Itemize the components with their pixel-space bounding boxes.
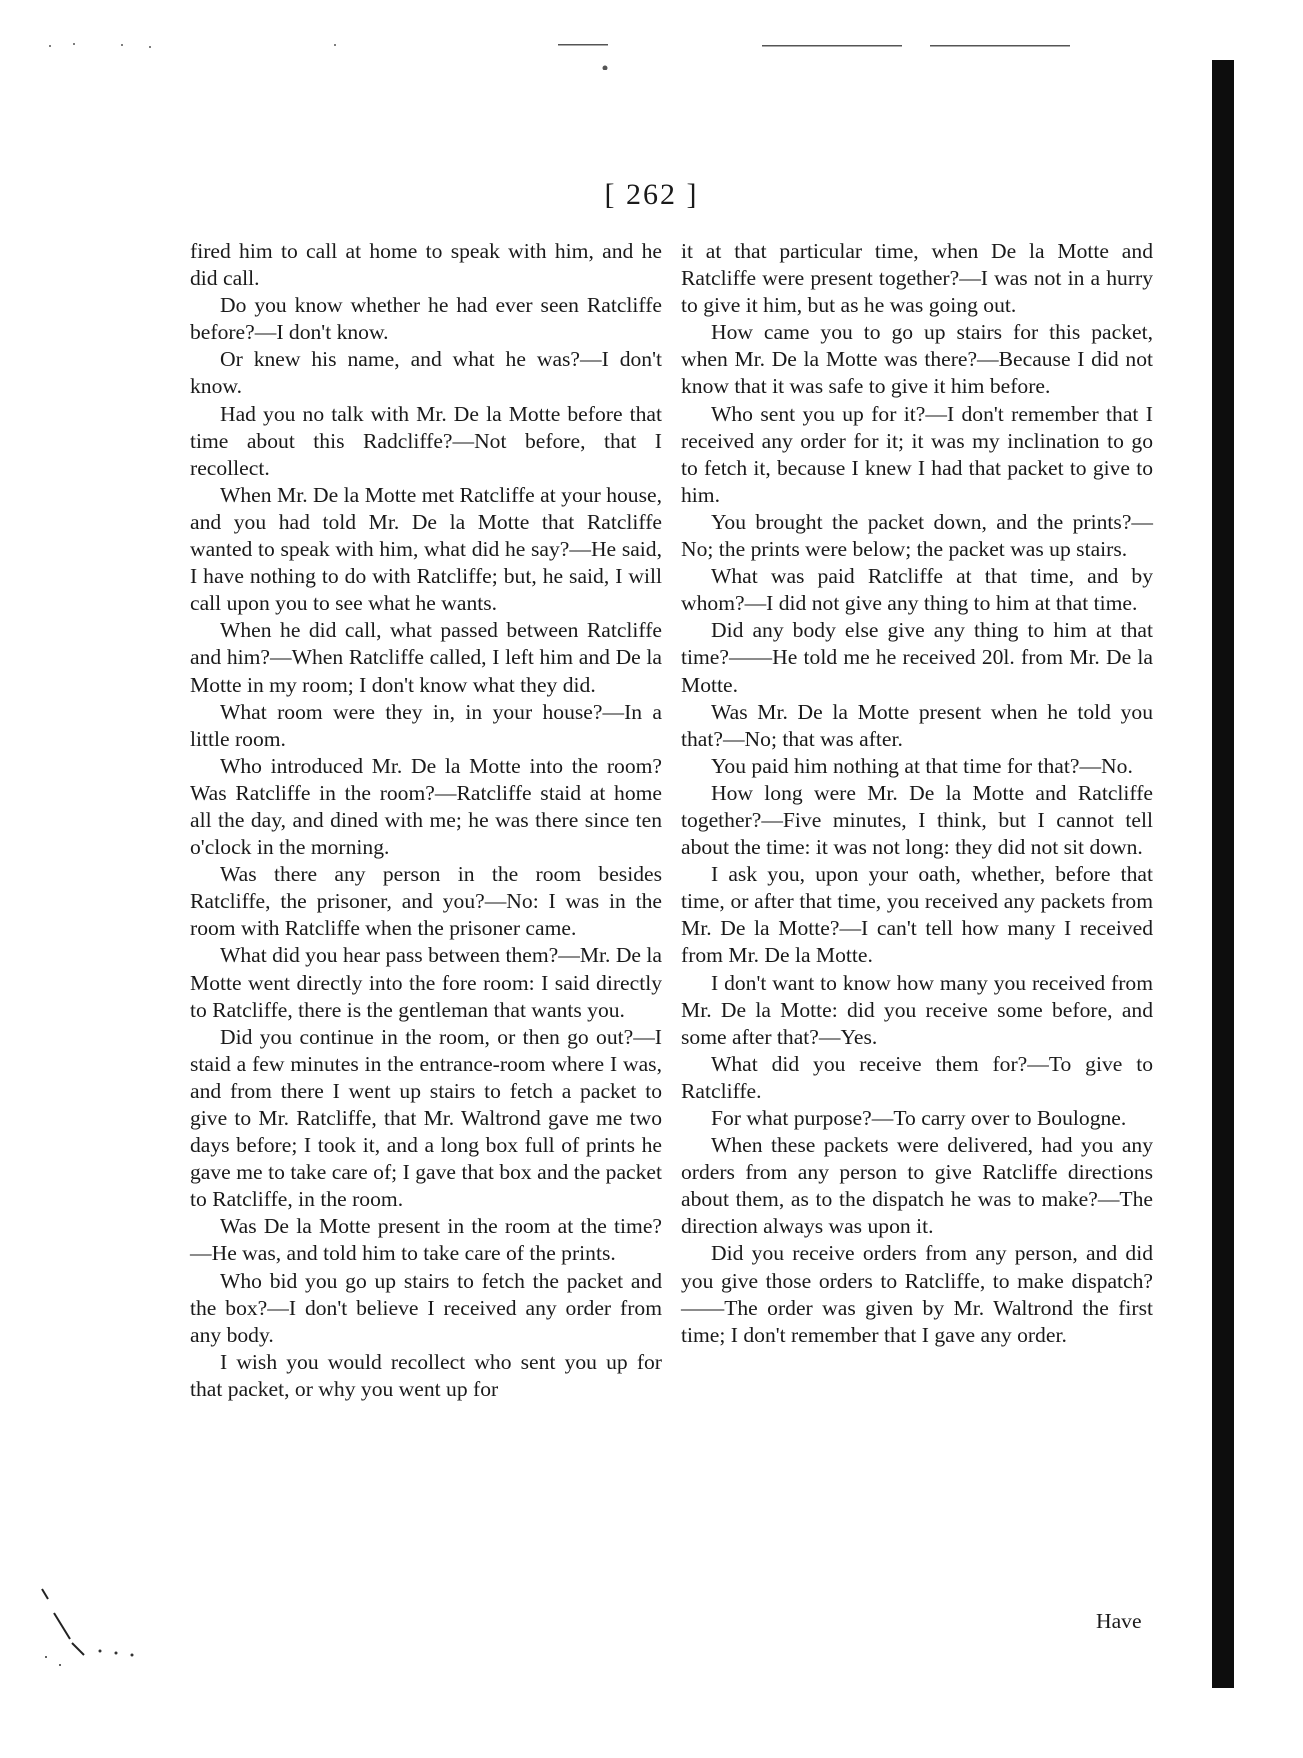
paragraph: Or knew his name, and what he was?—I don't know. bbox=[190, 347, 662, 399]
paragraph: I ask you, upon your oath, whether, before that time, or after that time, you received any packets from Mr. De la Motte?—I can't tell how many I received from Mr. De la Motte. bbox=[681, 862, 1153, 968]
paragraph: How came you to go up stairs for this packet, when Mr. De la Motte was there?—Because I did not know that it was safe to give it him before. bbox=[681, 320, 1153, 399]
paragraph: Was there any person in the room besides Ratcliffe, the prisoner, and you?—No: I was in the room with Ratcliffe when the prisoner came. bbox=[190, 862, 662, 941]
paragraph: Did you continue in the room, or then go out?—I staid a few minutes in the entrance-room where I was, and from there I went up stairs to fetch a packet to give to Mr. Ratcliffe, that Mr. Waltrond gave me two days before; I took it, and a long box full of prints he gave me to take care of; I gave that box and the packet to Ratcliffe, in the room. bbox=[190, 1024, 662, 1212]
paragraph: it at that particular time, when De la Motte and Ratcliffe were present together?—I was not in a hurry to give it him, but as he was going out. bbox=[681, 239, 1153, 318]
paragraph: What was paid Ratcliffe at that time, and by whom?—I did not give any thing to him at that time. bbox=[681, 564, 1153, 616]
paragraph: Do you know whether he had ever seen Ratcliffe before?—I don't know. bbox=[190, 293, 662, 345]
paragraph: Did you receive orders from any person, and did you give those orders to Ratcliffe, to make dispatch?——The order was given by Mr. Waltrond the first time; I don't remember that I gave any order. bbox=[681, 1241, 1153, 1347]
right-text-column bbox=[681, 238, 1153, 1349]
paragraph: Had you no talk with Mr. De la Motte before that time about this Radcliffe?—Not before, that I recollect. bbox=[190, 401, 662, 480]
left-text-column bbox=[190, 238, 662, 1403]
paragraph: You paid him nothing at that time for that?—No. bbox=[711, 753, 1133, 778]
paragraph: Was De la Motte present in the room at the time?—He was, and told him to take care of the prints. bbox=[190, 1214, 662, 1266]
paragraph: When these packets were delivered, had you any orders from any person to give Ratcliffe directions about them, as to the dispatch he was to make?—The direction always was upon it. bbox=[681, 1133, 1153, 1239]
page-number: [ 262 ] bbox=[604, 178, 699, 211]
paragraph: I wish you would recollect who sent you up for that packet, or why you went up for bbox=[190, 1349, 662, 1401]
paragraph: I don't want to know how many you received from Mr. De la Motte: did you receive some before, and some after that?—Yes. bbox=[681, 970, 1153, 1049]
paragraph: Who sent you up for it?—I don't remember that I received any order for it; it was my inclination to go to fetch it, because I knew I had that packet to give to him. bbox=[681, 401, 1153, 507]
paragraph: When Mr. De la Motte met Ratcliffe at your house, and you had told Mr. De la Motte that Ratcliffe wanted to speak with him, what did he say?—He said, I have nothing to do with Ratcliffe; but, he said, I will call upon you to see what he wants. bbox=[190, 482, 662, 616]
page-edge-shadow bbox=[1212, 60, 1234, 1688]
paragraph: Who introduced Mr. De la Motte into the room? Was Ratcliffe in the room?—Ratcliffe staid at home all the day, and dined with me; he was there since ten o'clock in the morning. bbox=[190, 753, 662, 860]
paragraph: What did you hear pass between them?—Mr. De la Motte went directly into the fore room: I said directly to Ratcliffe, there is the gentleman that wants you. bbox=[190, 943, 662, 1022]
catchword: Have bbox=[1096, 1609, 1142, 1633]
paragraph: Did any body else give any thing to him at that time?——He told me he received 20l. from Mr. De la Motte. bbox=[681, 618, 1153, 697]
paragraph: What did you receive them for?—To give to Ratcliffe. bbox=[681, 1051, 1153, 1103]
corner-scan-mark bbox=[36, 1585, 156, 1675]
paragraph: fired him to call at home to speak with him, and he did call. bbox=[190, 239, 662, 291]
top-edge-specks bbox=[30, 40, 1190, 70]
paragraph: How long were Mr. De la Motte and Ratcliffe together?—Five minutes, I think, but I cannot tell about the time: it was not long: they did not sit down. bbox=[681, 780, 1153, 860]
paragraph: Who bid you go up stairs to fetch the packet and the box?—I don't believe I received any order from any body. bbox=[190, 1268, 662, 1347]
paragraph: When he did call, what passed between Ratcliffe and him?—When Ratcliffe called, I left him and De la Motte in my room; I don't know what they did. bbox=[190, 618, 662, 697]
paragraph: You brought the packet down, and the prints?—No; the prints were below; the packet was up stairs. bbox=[681, 509, 1153, 562]
paragraph: For what purpose?—To carry over to Boulogne. bbox=[711, 1106, 1127, 1130]
paragraph: Was Mr. De la Motte present when he told you that?—No; that was after. bbox=[681, 699, 1153, 751]
paragraph: What room were they in, in your house?—In a little room. bbox=[190, 699, 662, 751]
